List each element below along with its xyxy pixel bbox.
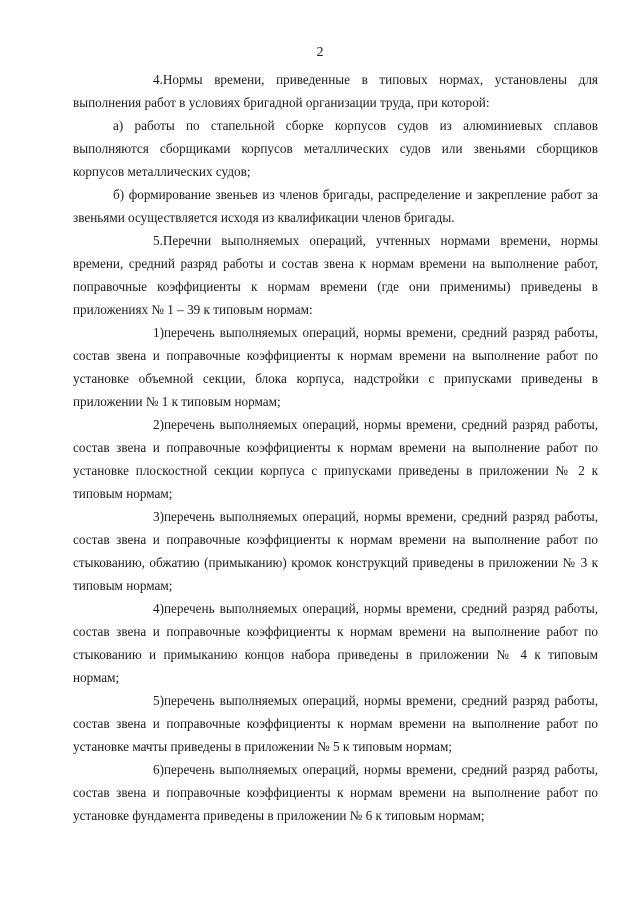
list-item-4 — [73, 597, 598, 689]
paragraph-text: Нормы времени, приведенные в типовых нормах, установлены для выполнения работ в условиях бригадной организации труда, при которой: — [73, 72, 598, 110]
list-item-5 — [73, 689, 598, 758]
list-item-text: перечень выполняемых операций, нормы времени, средний разряд работы, состав звена и поправочные коэффициенты к нормам времени на выполнение работ по установке объемной секции, блока корпуса, надстройки с припусками приведены в приложении № 1 к типовым нормам; — [73, 325, 598, 409]
subparagraph-a — [73, 114, 598, 183]
paragraph-text: а) работы по стапельной сборке корпусов судов из алюминиевых сплавов выполняются сборщиками корпусов металлических судов или звеньями сборщиков корпусов металлических судов; — [73, 118, 598, 179]
paragraph-text: Перечни выполняемых операций, учтенных нормами времени, нормы времени, средний разряд работы и состав звена к нормам времени на выполнение работ, поправочные коэффициенты к нормам времени (где они применимы) приведены в приложениях № 1 – 39 к типовым нормам: — [73, 233, 598, 317]
list-item-text: перечень выполняемых операций, нормы времени, средний разряд работы, состав звена и поправочные коэффициенты к нормам времени на выполнение работ по стыкованию и примыканию концов набора приведены в приложении № 4 к типовым нормам; — [73, 601, 598, 685]
list-item-3 — [73, 505, 598, 597]
paragraph-4 — [73, 68, 598, 114]
list-item-2 — [73, 413, 598, 505]
list-item-number: 1) — [153, 325, 164, 340]
subparagraph-b — [73, 183, 598, 229]
paragraph-text: б) формирование звеньев из членов бригады, распределение и закрепление работ за звеньями осуществляется исходя из квалификации членов бригады. — [73, 187, 598, 225]
list-item-6 — [73, 758, 598, 827]
list-item-1 — [73, 321, 598, 413]
document-body — [73, 68, 598, 827]
list-item-number: 2) — [153, 417, 164, 432]
list-item-text: перечень выполняемых операций, нормы времени, средний разряд работы, состав звена и поправочные коэффициенты к нормам времени на выполнение работ по установке плоскостной секции корпуса с припусками приведены в приложении № 2 к типовым нормам; — [73, 417, 598, 501]
paragraph-number: 5. — [153, 233, 163, 248]
list-item-text: перечень выполняемых операций, нормы времени, средний разряд работы, состав звена и поправочные коэффициенты к нормам времени на выполнение работ по установке фундамента приведены в приложении № 6 к типовым нормам; — [73, 762, 598, 823]
paragraph-5 — [73, 229, 598, 321]
page-number: 2 — [316, 45, 324, 60]
list-item-number: 6) — [153, 762, 164, 777]
list-item-number: 3) — [153, 509, 164, 524]
paragraph-number: 4. — [153, 72, 163, 87]
list-item-text: перечень выполняемых операций, нормы времени, средний разряд работы, состав звена и поправочные коэффициенты к нормам времени на выполнение работ по установке мачты приведены в приложении № 5 к типовым нормам; — [73, 693, 598, 754]
list-item-number: 4) — [153, 601, 164, 616]
list-item-text: перечень выполняемых операций, нормы времени, средний разряд работы, состав звена и поправочные коэффициенты к нормам времени на выполнение работ по стыкованию, обжатию (примыканию) кромок конструкций приведены в приложении № 3 к типовым нормам; — [73, 509, 598, 593]
list-item-number: 5) — [153, 693, 164, 708]
